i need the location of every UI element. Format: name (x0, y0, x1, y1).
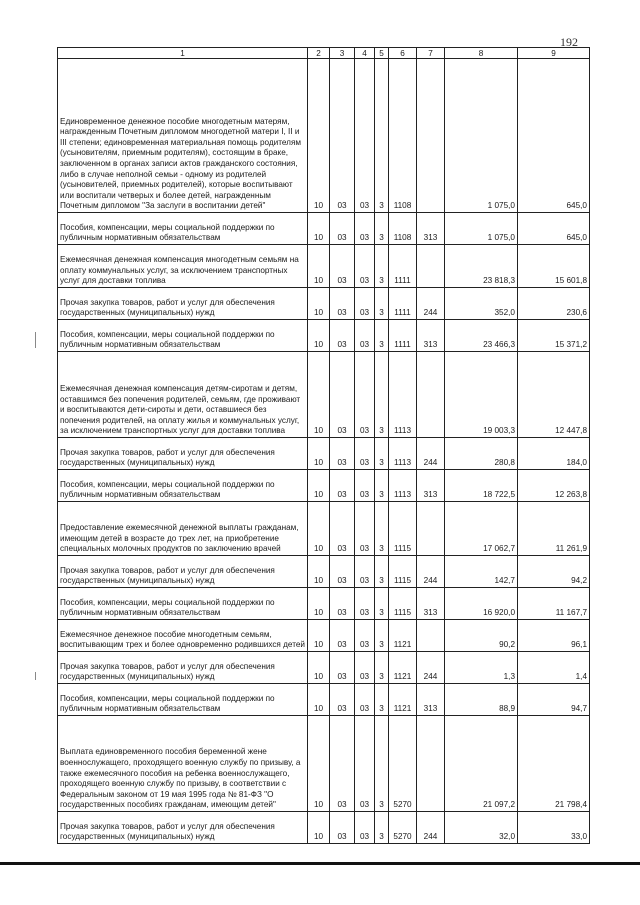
subprogram-code: 3 (375, 352, 389, 438)
subsection-code: 03 (330, 245, 355, 288)
row-description: Прочая закупка товаров, работ и услуг для обеспечения государственных (муниципальных) нужд (58, 812, 308, 844)
amount-col9: 184,0 (518, 438, 590, 470)
expense-type-code (417, 620, 445, 652)
amount-col9: 645,0 (518, 59, 590, 213)
amount-col8: 352,0 (445, 288, 518, 320)
row-description: Выплата единовременного пособия беременной жене военнослужащего, проходящего военную службу по призыву, а также ежемесячного пособия на ребенка военнослужащего, проходящего военную службу по призыву, в соответствии с Федеральным законом от 19 мая 1995 года № 81-ФЗ "О государственных пособиях гражданам, имеющим детей" (58, 716, 308, 812)
subsection-code: 03 (330, 652, 355, 684)
scan-mark (35, 672, 36, 680)
subprogram-code: 3 (375, 556, 389, 588)
subprogram-code: 3 (375, 438, 389, 470)
expense-type-code: 313 (417, 588, 445, 620)
scan-mark (35, 332, 36, 348)
row-description: Пособия, компенсации, меры социальной поддержки по публичным нормативным обязательствам (58, 588, 308, 620)
row-description: Прочая закупка товаров, работ и услуг для обеспечения государственных (муниципальных) нужд (58, 652, 308, 684)
target-code: 1113 (389, 470, 417, 502)
page-number: 192 (560, 35, 578, 49)
table-row (58, 556, 590, 588)
expense-type-code: 244 (417, 652, 445, 684)
program-code: 03 (355, 352, 375, 438)
amount-col9: 15 601,8 (518, 245, 590, 288)
row-description: Единовременное денежное пособие многодетным матерям, награжденным Почетным дипломом многодетной матери I, II и III степени; единовременная материальная помощь родителям (усыновителям, приемным родителям), состоящим в браке, заключенном в органах записи актов гражданского состояния, либо в случае неполной семьи - одному из родителей (усыновителей, приемных родителей), которые воспитывают или воспитали четверых и более детей, награжденным Почетным дипломом "За заслуги в воспитании детей" (58, 59, 308, 213)
target-code: 1111 (389, 245, 417, 288)
section-code: 10 (308, 652, 330, 684)
section-code: 10 (308, 556, 330, 588)
subprogram-code: 3 (375, 288, 389, 320)
expense-type-code (417, 245, 445, 288)
expense-type-code: 244 (417, 288, 445, 320)
program-code: 03 (355, 556, 375, 588)
amount-col9: 94,7 (518, 684, 590, 716)
column-header: 8 (445, 48, 518, 59)
program-code: 03 (355, 588, 375, 620)
row-description: Ежемесячное денежное пособие многодетным семьям, воспитывающим трех и более одновременно родившихся детей (58, 620, 308, 652)
target-code: 1121 (389, 652, 417, 684)
table-row (58, 320, 590, 352)
amount-col8: 19 003,3 (445, 352, 518, 438)
row-description: Предоставление ежемесячной денежной выплаты гражданам, имеющим детей в возрасте до трех лет, на приобретение специальных молочных продуктов по заключению врачей (58, 502, 308, 556)
section-code: 10 (308, 438, 330, 470)
amount-col8: 90,2 (445, 620, 518, 652)
subprogram-code: 3 (375, 812, 389, 844)
header-row (58, 48, 590, 59)
expense-type-code: 313 (417, 213, 445, 245)
column-header: 3 (330, 48, 355, 59)
amount-col8: 1,3 (445, 652, 518, 684)
column-header: 9 (518, 48, 590, 59)
budget-table (57, 47, 590, 844)
subsection-code: 03 (330, 470, 355, 502)
amount-col9: 33,0 (518, 812, 590, 844)
amount-col9: 11 167,7 (518, 588, 590, 620)
section-code: 10 (308, 716, 330, 812)
section-code: 10 (308, 620, 330, 652)
subprogram-code: 3 (375, 470, 389, 502)
amount-col8: 17 062,7 (445, 502, 518, 556)
row-description: Пособия, компенсации, меры социальной поддержки по публичным нормативным обязательствам (58, 684, 308, 716)
program-code: 03 (355, 652, 375, 684)
subprogram-code: 3 (375, 213, 389, 245)
table-row (58, 502, 590, 556)
expense-type-code: 313 (417, 320, 445, 352)
expense-type-code (417, 502, 445, 556)
target-code: 1115 (389, 588, 417, 620)
amount-col9: 12 447,8 (518, 352, 590, 438)
target-code: 1115 (389, 502, 417, 556)
section-code: 10 (308, 812, 330, 844)
section-code: 10 (308, 588, 330, 620)
expense-type-code: 313 (417, 470, 445, 502)
amount-col8: 142,7 (445, 556, 518, 588)
amount-col9: 96,1 (518, 620, 590, 652)
subsection-code: 03 (330, 352, 355, 438)
column-header: 2 (308, 48, 330, 59)
subprogram-code: 3 (375, 652, 389, 684)
section-code: 10 (308, 684, 330, 716)
amount-col9: 645,0 (518, 213, 590, 245)
table-row (58, 213, 590, 245)
target-code: 1111 (389, 288, 417, 320)
amount-col9: 230,6 (518, 288, 590, 320)
target-code: 1121 (389, 684, 417, 716)
column-header: 7 (417, 48, 445, 59)
program-code: 03 (355, 438, 375, 470)
program-code: 03 (355, 470, 375, 502)
program-code: 03 (355, 716, 375, 812)
target-code: 1108 (389, 213, 417, 245)
section-code: 10 (308, 213, 330, 245)
table-row (58, 288, 590, 320)
amount-col8: 32,0 (445, 812, 518, 844)
amount-col8: 1 075,0 (445, 213, 518, 245)
row-description: Ежемесячная денежная компенсация многодетным семьям на оплату коммунальных услуг, за исключением транспортных услуг для доставки топлива (58, 245, 308, 288)
subsection-code: 03 (330, 588, 355, 620)
subsection-code: 03 (330, 812, 355, 844)
expense-type-code: 244 (417, 556, 445, 588)
subsection-code: 03 (330, 438, 355, 470)
section-code: 10 (308, 288, 330, 320)
subprogram-code: 3 (375, 684, 389, 716)
expense-type-code (417, 59, 445, 213)
amount-col8: 21 097,2 (445, 716, 518, 812)
subsection-code: 03 (330, 288, 355, 320)
amount-col9: 15 371,2 (518, 320, 590, 352)
table-row (58, 652, 590, 684)
column-header: 4 (355, 48, 375, 59)
amount-col8: 1 075,0 (445, 59, 518, 213)
program-code: 03 (355, 620, 375, 652)
target-code: 5270 (389, 812, 417, 844)
target-code: 5270 (389, 716, 417, 812)
table-row (58, 812, 590, 844)
subprogram-code: 3 (375, 588, 389, 620)
section-code: 10 (308, 352, 330, 438)
target-code: 1113 (389, 352, 417, 438)
target-code: 1108 (389, 59, 417, 213)
expense-type-code: 313 (417, 684, 445, 716)
row-description: Пособия, компенсации, меры социальной поддержки по публичным нормативным обязательствам (58, 470, 308, 502)
row-description: Прочая закупка товаров, работ и услуг для обеспечения государственных (муниципальных) нужд (58, 288, 308, 320)
amount-col9: 12 263,8 (518, 470, 590, 502)
column-header: 6 (389, 48, 417, 59)
table-row (58, 684, 590, 716)
program-code: 03 (355, 502, 375, 556)
subsection-code: 03 (330, 684, 355, 716)
amount-col9: 21 798,4 (518, 716, 590, 812)
target-code: 1115 (389, 556, 417, 588)
table-row (58, 470, 590, 502)
subsection-code: 03 (330, 213, 355, 245)
program-code: 03 (355, 245, 375, 288)
column-header: 1 (58, 48, 308, 59)
section-code: 10 (308, 59, 330, 213)
scan-bottom-rule (0, 862, 640, 865)
amount-col9: 11 261,9 (518, 502, 590, 556)
table-row (58, 588, 590, 620)
amount-col8: 280,8 (445, 438, 518, 470)
table-row (58, 620, 590, 652)
program-code: 03 (355, 213, 375, 245)
subsection-code: 03 (330, 502, 355, 556)
subprogram-code: 3 (375, 620, 389, 652)
program-code: 03 (355, 59, 375, 213)
amount-col8: 23 466,3 (445, 320, 518, 352)
subsection-code: 03 (330, 716, 355, 812)
row-description: Пособия, компенсации, меры социальной поддержки по публичным нормативным обязательствам (58, 213, 308, 245)
subprogram-code: 3 (375, 502, 389, 556)
subsection-code: 03 (330, 620, 355, 652)
subsection-code: 03 (330, 59, 355, 213)
expense-type-code (417, 352, 445, 438)
amount-col9: 94,2 (518, 556, 590, 588)
table-row (58, 716, 590, 812)
row-description: Прочая закупка товаров, работ и услуг для обеспечения государственных (муниципальных) нужд (58, 438, 308, 470)
subprogram-code: 3 (375, 245, 389, 288)
column-header: 5 (375, 48, 389, 59)
amount-col8: 16 920,0 (445, 588, 518, 620)
table-row (58, 245, 590, 288)
table-row (58, 352, 590, 438)
table-row (58, 438, 590, 470)
section-code: 10 (308, 502, 330, 556)
section-code: 10 (308, 470, 330, 502)
row-description: Пособия, компенсации, меры социальной поддержки по публичным нормативным обязательствам (58, 320, 308, 352)
subsection-code: 03 (330, 320, 355, 352)
expense-type-code: 244 (417, 438, 445, 470)
subsection-code: 03 (330, 556, 355, 588)
expense-type-code (417, 716, 445, 812)
program-code: 03 (355, 812, 375, 844)
amount-col8: 23 818,3 (445, 245, 518, 288)
target-code: 1111 (389, 320, 417, 352)
subprogram-code: 3 (375, 320, 389, 352)
subprogram-code: 3 (375, 716, 389, 812)
subprogram-code: 3 (375, 59, 389, 213)
row-description: Ежемесячная денежная компенсация детям-сиротам и детям, оставшимся без попечения родителей, семьям, где проживают и воспитываются дети-сироты и дети, оставшиеся без попечения родителей, на оплату жилья и коммунальных услуг, за исключением транспортных услуг для доставки топлива (58, 352, 308, 438)
program-code: 03 (355, 320, 375, 352)
expense-type-code: 244 (417, 812, 445, 844)
amount-col8: 18 722,5 (445, 470, 518, 502)
target-code: 1121 (389, 620, 417, 652)
section-code: 10 (308, 245, 330, 288)
amount-col8: 88,9 (445, 684, 518, 716)
row-description: Прочая закупка товаров, работ и услуг для обеспечения государственных (муниципальных) нужд (58, 556, 308, 588)
section-code: 10 (308, 320, 330, 352)
amount-col9: 1,4 (518, 652, 590, 684)
table-row (58, 59, 590, 213)
target-code: 1113 (389, 438, 417, 470)
program-code: 03 (355, 288, 375, 320)
program-code: 03 (355, 684, 375, 716)
